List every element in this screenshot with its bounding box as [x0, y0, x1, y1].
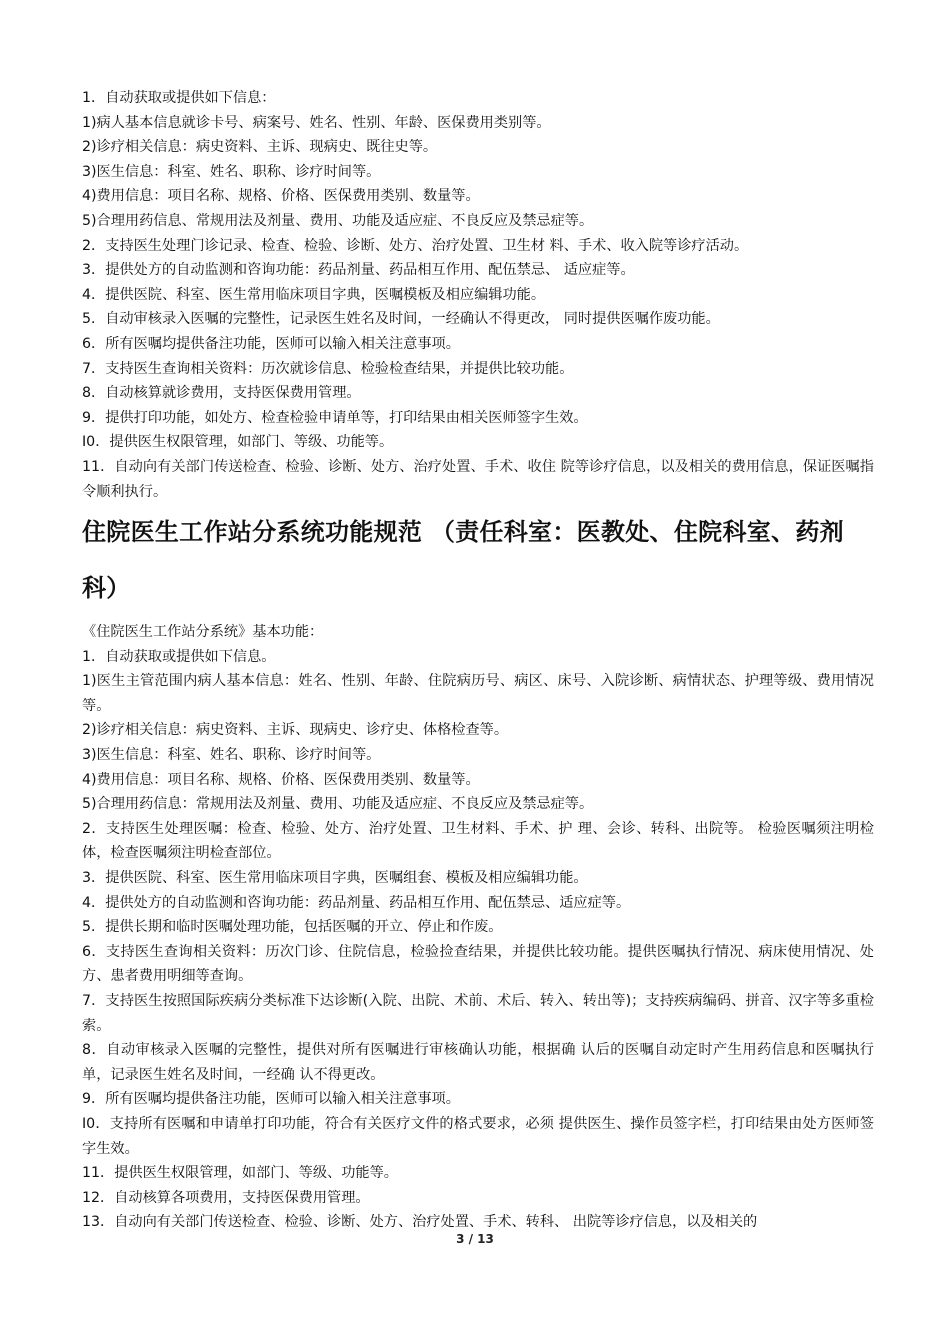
- paragraph-line: 3)医生信息：科室、姓名、职称、诊疗时间等。: [82, 163, 381, 180]
- paragraph-line: 2)诊疗相关信息：病史资料、主诉、现病史、诊疗史、体格检查等。: [82, 722, 509, 739]
- paragraph-line: 5．提供长期和临时医嘱处理功能，包括医嘱的开立、停止和作废。: [82, 919, 503, 936]
- paragraph-line: 9．所有医嘱均提供备注功能，医师可以输入相关注意事项。: [82, 1091, 460, 1108]
- paragraph-line: 2)诊疗相关信息：病史资料、主诉、现病史、既往史等。: [82, 139, 438, 156]
- paragraph-line: I0．提供医生权限管理，如部门、等级、功能等。: [82, 434, 394, 451]
- paragraph-line: 3．提供处方的自动监测和咨询功能：药品剂量、药品相互作用、配伍禁忌、 适应症等。: [82, 262, 635, 279]
- document-page: [82, 86, 874, 1235]
- paragraph-line: 6．支持医生查询相关资料：历次门诊、住院信息，检验捡查结果，并提供比较功能。提供医嘱执行情况、病床使用情况、处方、患者费用明细等查询。: [82, 943, 874, 985]
- section-intro: 《住院医生工作站分系统》基本功能：: [82, 624, 324, 641]
- paragraph-line: 5．自动审核录入医嘱的完整性，记录医生姓名及时间，一经确认不得更改， 同时提供医嘱作废功能。: [82, 311, 720, 328]
- section-inpatient-functions: [82, 645, 874, 1235]
- paragraph-line: 4)费用信息：项目名称、规格、价格、医保费用类别、数量等。: [82, 188, 480, 205]
- paragraph-line: 1．自动获取或提供如下信息：: [82, 90, 276, 106]
- paragraph-line: I0．支持所有医嘱和申请单打印功能，符合有关医疗文件的格式要求，必须 提供医生、操作员签字栏，打印结果由处方医师签字生效。: [82, 1115, 874, 1157]
- section-heading: 住院医生工作站分系统功能规范 （责任科室：医教处、住院科室、药剂科）: [82, 518, 844, 603]
- paragraph-line: 2．支持医生处理门诊记录、检查、检验、诊断、处方、治疗处置、卫生材 料、手术、收入院等诊疗活动。: [82, 237, 749, 254]
- paragraph-line: 2．支持医生处理医嘱：检查、检验、处方、治疗处置、卫生材料、手术、护 理、会诊、转科、出院等。 检验医嘱须注明检体，检查医嘱须注明检查部位。: [82, 820, 874, 862]
- section-outpatient-functions: [82, 86, 874, 504]
- paragraph-line: 6．所有医嘱均提供备注功能，医师可以输入相关注意事项。: [82, 335, 460, 352]
- paragraph-line: 4．提供医院、科室、医生常用临床项目字典，医嘱模板及相应编辑功能。: [82, 286, 546, 303]
- paragraph-line: 8．自动审核录入医嘱的完整性，提供对所有医嘱进行审核确认功能，根据确 认后的医嘱自动定时产生用药信息和医嘱执行单，记录医生姓名及时间，一经确 认不得更改。: [82, 1042, 874, 1083]
- paragraph-line: 5)合理用药信息、常规用法及剂量、费用、功能及适应症、不良反应及禁忌症等。: [82, 212, 594, 229]
- paragraph-line: 1．自动获取或提供如下信息。: [82, 648, 276, 665]
- paragraph-line: 1)病人基本信息就诊卡号、病案号、姓名、性别、年龄、医保费用类别等。: [82, 114, 551, 131]
- paragraph-line: 5)合理用药信息：常规用法及剂量、费用、功能及适应症、不良反应及禁忌症等。: [82, 796, 594, 813]
- paragraph-line: 1)医生主管范围内病人基本信息：姓名、性别、年龄、住院病历号、病区、床号、入院诊断、病情状态、护理等级、费用情况等。: [82, 673, 874, 714]
- paragraph-line: 3．提供医院、科室、医生常用临床项目字典，医嘱组套、模板及相应编辑功能。: [82, 870, 588, 887]
- paragraph-line: 11．提供医生权限管理，如部门、等级、功能等。: [82, 1165, 398, 1182]
- paragraph-line: 9．提供打印功能，如处方、检查检验申请单等，打印结果由相关医师签字生效。: [82, 409, 588, 426]
- paragraph-line: 7．支持医生查询相关资料：历次就诊信息、检验检查结果，并提供比较功能。: [82, 360, 574, 377]
- page-number: 3 / 13: [456, 1232, 494, 1246]
- paragraph-line: 7．支持医生按照国际疾病分类标准下达诊断(入院、出院、术前、术后、转入、转出等)；支持疾病编码、拼音、汉字等多重检索。: [82, 993, 874, 1034]
- paragraph-line: 8．自动核算就诊费用，支持医保费用管理。: [82, 385, 361, 402]
- paragraph-line: 4)费用信息：项目名称、规格、价格、医保费用类别、数量等。: [82, 771, 480, 788]
- paragraph-line: 4．提供处方的自动监测和咨询功能：药品剂量、药品相互作用、配伍禁忌、适应症等。: [82, 894, 631, 911]
- paragraph-line: 12．自动核算各项费用，支持医保费用管理。: [82, 1189, 370, 1206]
- paragraph-line: 13．自动向有关部门传送检查、检验、诊断、处方、治疗处置、手术、转科、 出院等诊疗信息，以及相关的: [82, 1214, 758, 1231]
- paragraph-line: 3)医生信息：科室、姓名、职称、诊疗时间等。: [82, 747, 381, 764]
- paragraph-line: 11．自动向有关部门传送检查、检验、诊断、处方、治疗处置、手术、收住 院等诊疗信息，以及相关的费用信息，保证医嘱指令顺利执行。: [82, 458, 874, 500]
